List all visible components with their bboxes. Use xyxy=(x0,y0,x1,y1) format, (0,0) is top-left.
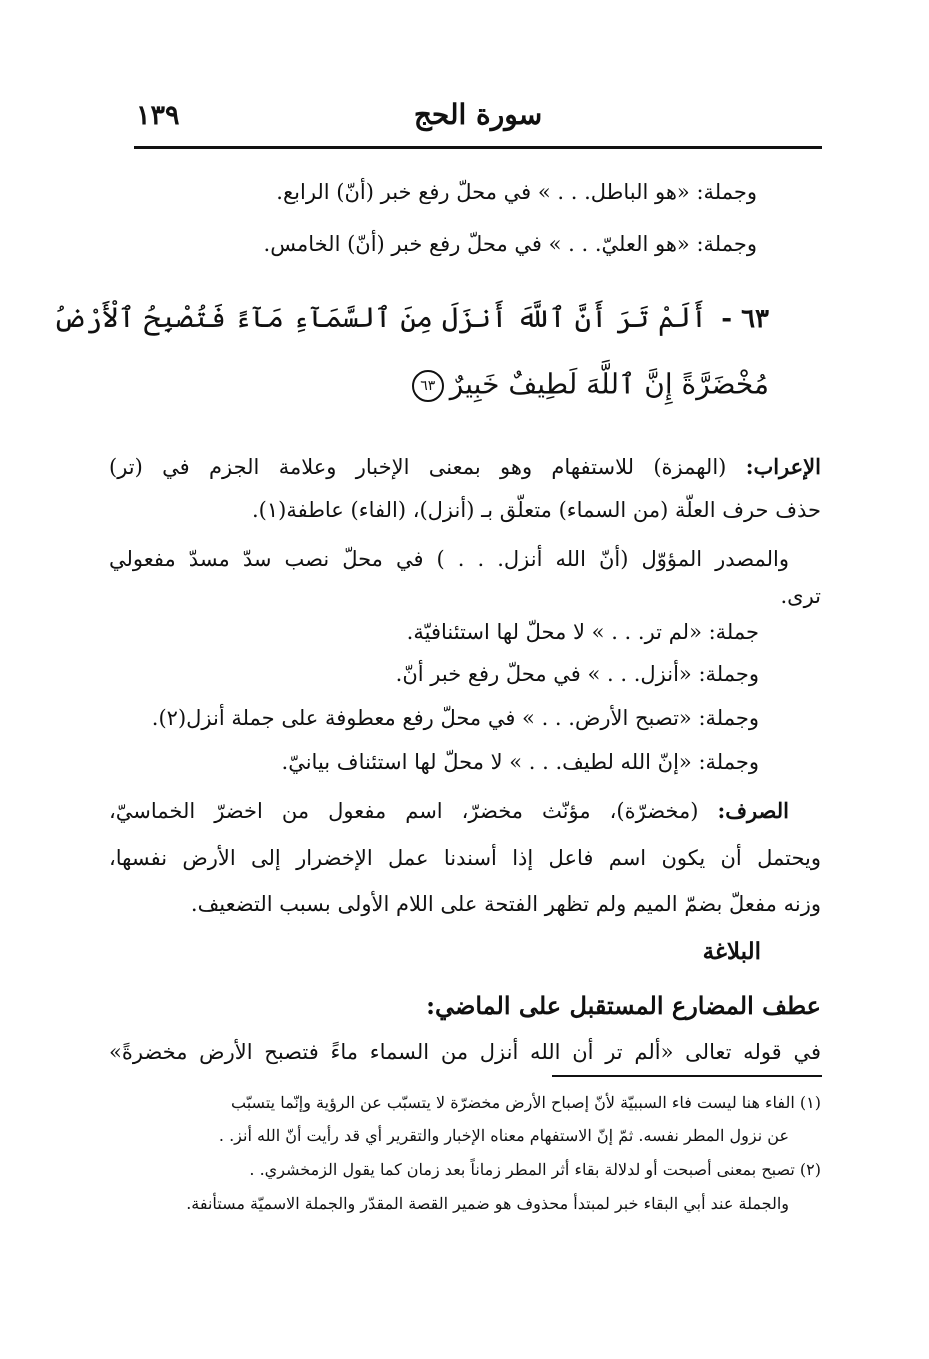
footnote-line: عن نزول المطر نفسه. ثمّ إنّ الاستفهام معناه الإخبار والتقرير أي قد رأيت أنّ الله أنز. . xyxy=(218,1126,789,1145)
balagha-line: في قوله تعالى «ألم تر أن الله أنزل من السماء ماءً فتصبح الأرض مخضرةً» xyxy=(109,1040,821,1064)
ayah-end-marker: ٦٣ xyxy=(412,370,444,402)
balagha-subheading: عطف المضارع المستقبل على الماضي: xyxy=(426,991,821,1020)
irab-line: والمصدر المؤوّل (أنّ الله أنزل. . . ) في محلّ نصب سدّ مسدّ مفعولي xyxy=(109,547,789,571)
footnote-line: (٢) تصبح بمعنى أصبحت أو لدلالة بقاء أثر المطر زماناً بعد زمان كما يقول الزمخشري. . xyxy=(249,1160,821,1179)
surah-title: سورة الحج xyxy=(413,98,543,131)
irab-label: الإعراب: xyxy=(745,454,821,479)
jumla-line: جملة: «لم تر. . . » لا محلّ لها استئنافيّة. xyxy=(406,620,759,644)
irab-line xyxy=(109,456,821,478)
footnote-rule xyxy=(552,1075,822,1077)
header-rule xyxy=(134,146,822,149)
irab-text: (الهمزة) للاستفهام وهو بمعنى الإخبار وعلامة الجزم في (تر) xyxy=(109,455,727,479)
sarf-text: (مخضرّة)، مؤنّث مخضرّ، اسم مفعول من اخضرّ الخماسيّ، xyxy=(109,799,699,823)
balagha-heading: البلاغة xyxy=(702,938,761,965)
jumla-line: وجملة: «تصبح الأرض. . . » في محلّ رفع معطوفة على جملة أنزل(٢). xyxy=(151,706,759,730)
footnote-line: (١) الفاء هنا ليست فاء السببيّة لأنّ إصباح الأرض مخضرّة لا يتسبّب عن الرؤية وإنّما يتسبّب xyxy=(231,1093,821,1112)
sarf-line: وزنه مفعلّ بضمّ الميم ولم تظهر الفتحة على اللام الأولى بسبب التضعيف. xyxy=(190,892,821,916)
footnote-line: والجملة عند أبي البقاء خبر لمبتدأ محذوف هو ضمير القصة المقدّر والجملة الاسميّة مستأنفة. xyxy=(186,1194,789,1213)
ayah-line-1 xyxy=(52,301,769,334)
irab-line: ترى. xyxy=(780,584,821,608)
sarf-label: الصرف: xyxy=(717,798,789,823)
jumla-line: وجملة: «إنّ الله لطيف. . . » لا محلّ لها استئناف بيانيّ. xyxy=(281,750,759,774)
ayah-number: ٦٣ - xyxy=(721,304,769,334)
ayah-text: مُخْضَرَّةً إِنَّ ٱللَّهَ لَطِيفٌ خَبِيرٌ xyxy=(449,367,769,401)
ayah-text: أَلَمْ تَرَ أَنَّ ٱللَّهَ أَنزَلَ مِنَ ٱلسَّمَآءِ مَآءً فَتُصْبِحُ ٱلْأَرْضُ xyxy=(52,301,708,334)
jumla-line: وجملة: «أنزل. . . » في محلّ رفع خبر أنّ. xyxy=(395,662,759,686)
page-header xyxy=(136,96,820,140)
sarf-line: ويحتمل أن يكون اسم فاعل إذا أسندنا عمل الإخضرار إلى الأرض نفسها، xyxy=(109,846,821,870)
sarf-line xyxy=(109,800,789,822)
irab-line: حذف حرف العلّة (من السماء) متعلّق بـ (أنزل)، (الفاء) عاطفة(١). xyxy=(251,498,821,522)
ayah-line-2 xyxy=(412,367,769,402)
page-number: ١٣٩ xyxy=(136,100,180,131)
sentence-line: وجملة: «هو الباطل. . . » في محلّ رفع خبر (أنّ) الرابع. xyxy=(276,180,757,204)
sentence-line: وجملة: «هو العليّ. . . » في محلّ رفع خبر (أنّ) الخامس. xyxy=(263,232,757,256)
